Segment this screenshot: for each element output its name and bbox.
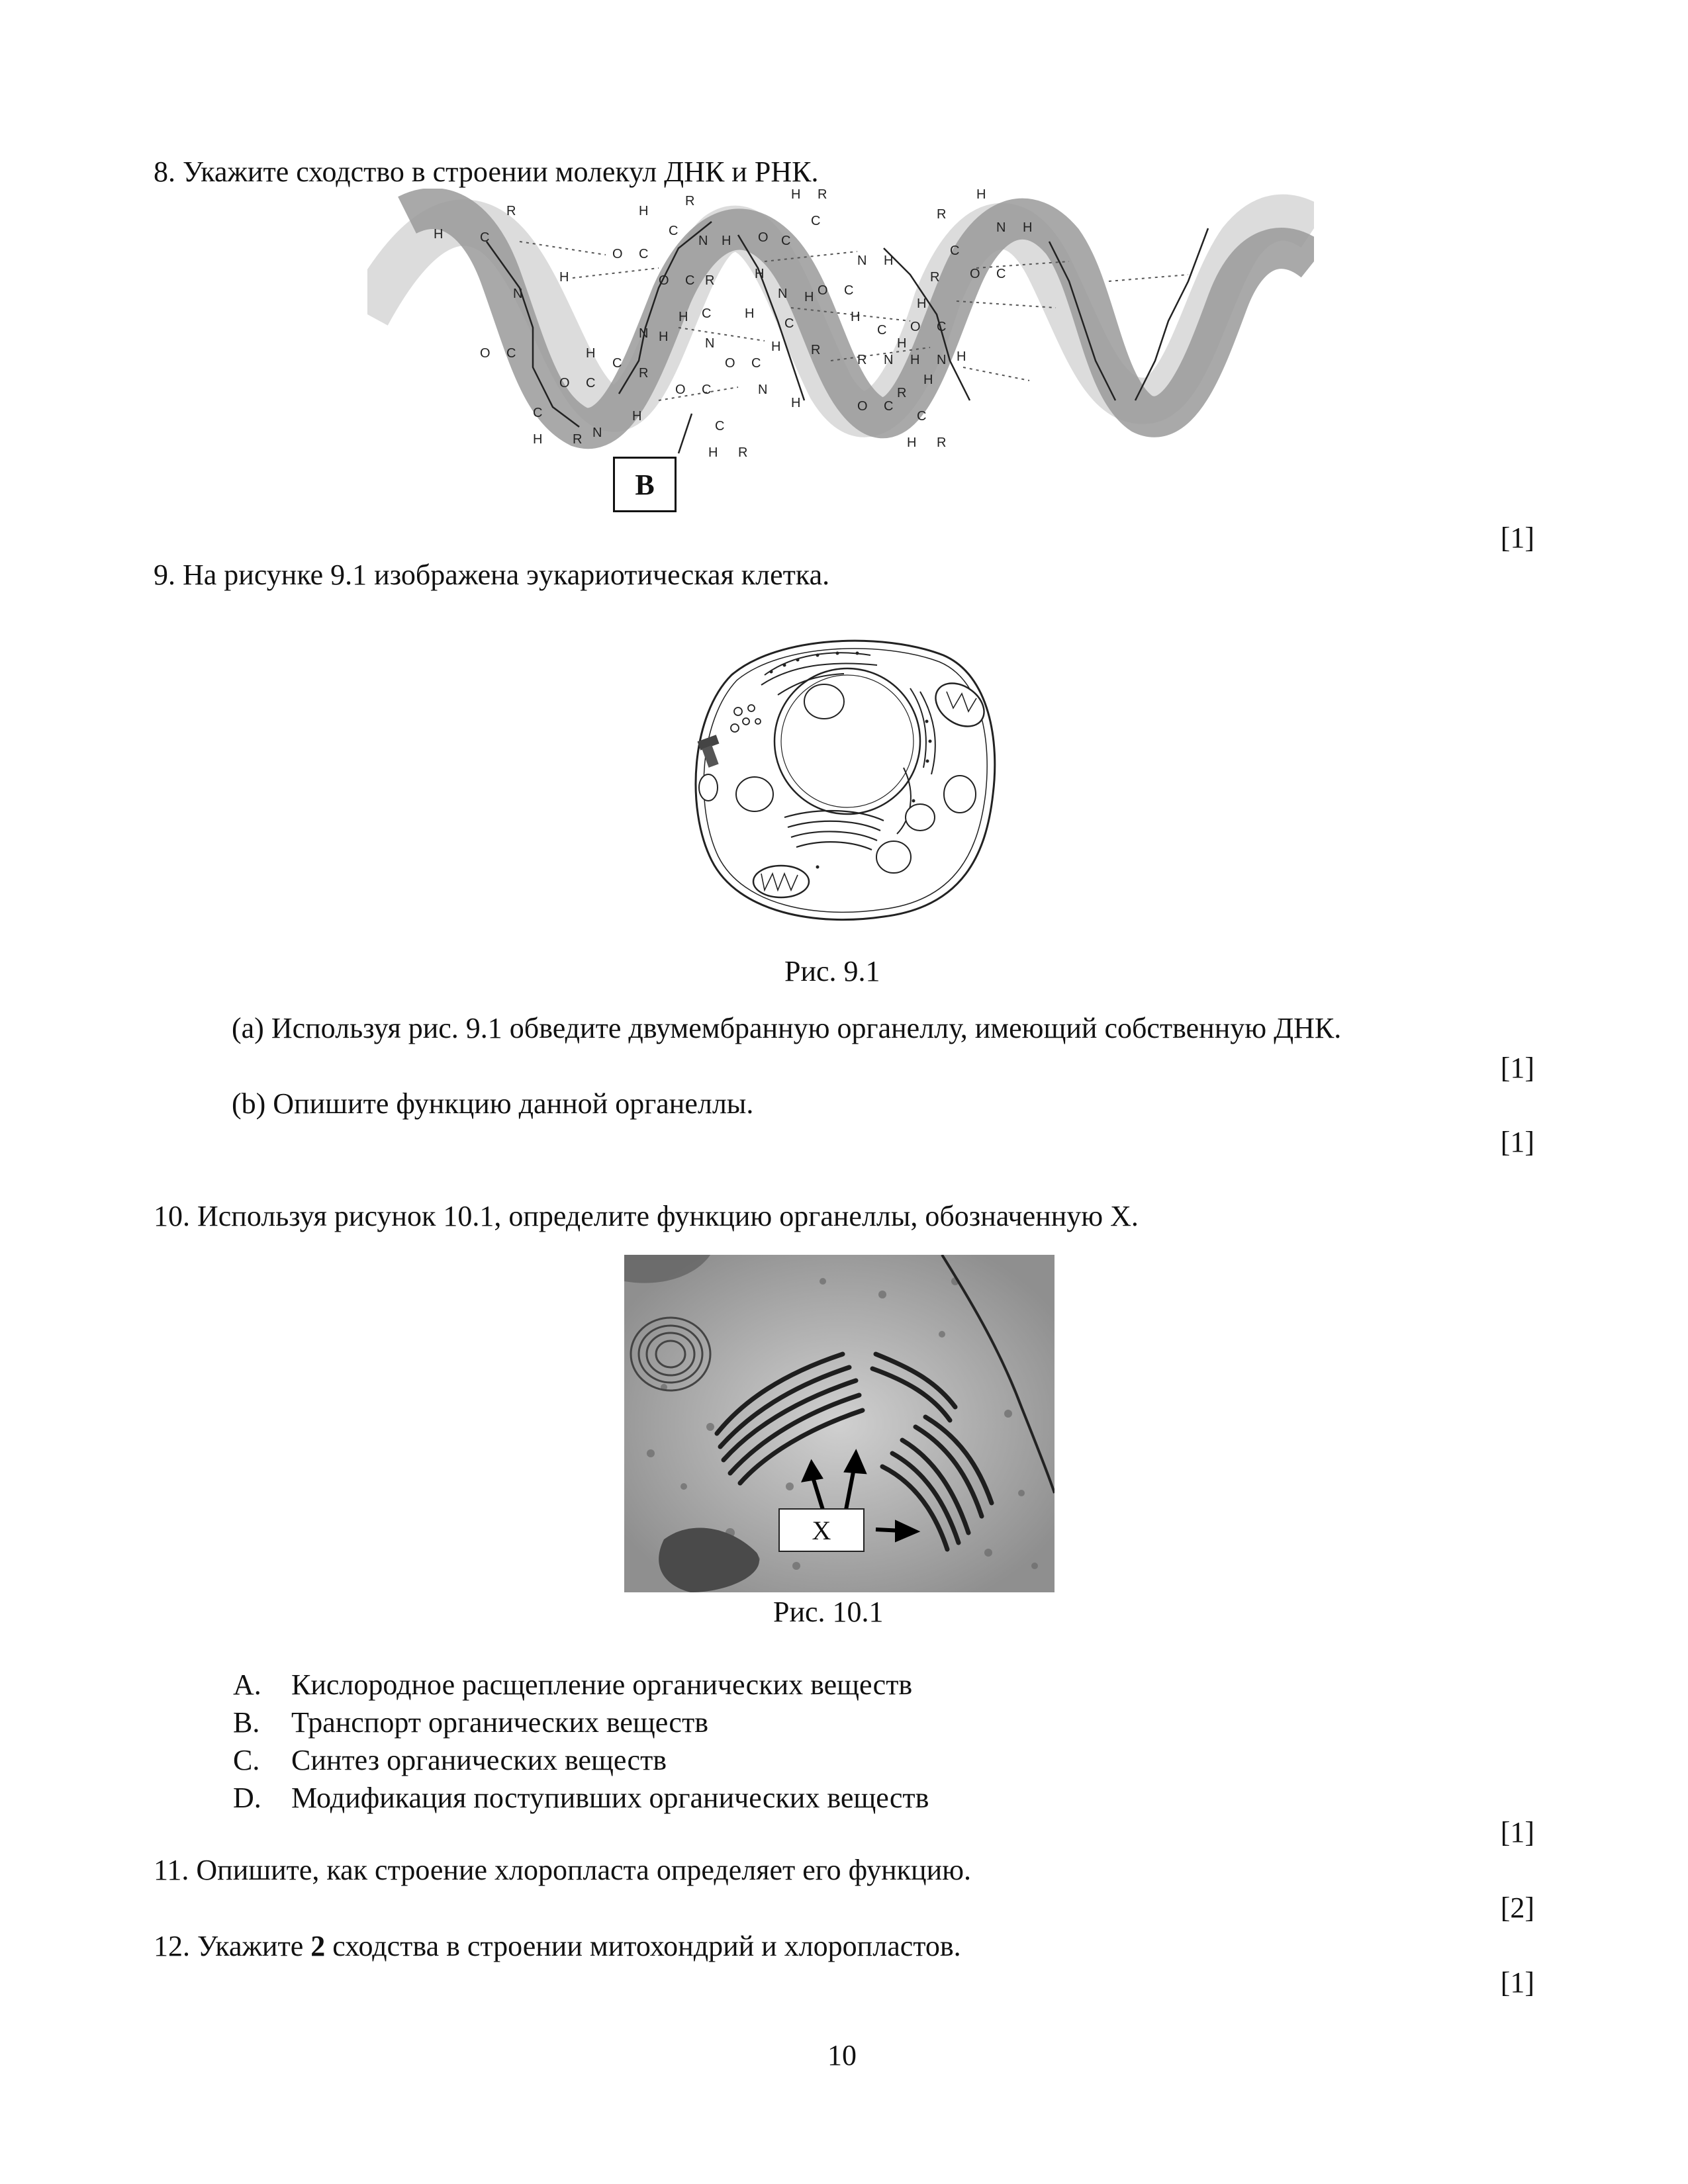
atom-label: C xyxy=(811,214,821,228)
atom-label: C xyxy=(950,244,960,258)
atom-label: C xyxy=(612,356,622,371)
question-9a-text: (a) Используя рис. 9.1 обведите двумембранную органеллу, имеющий собственную ДНК. xyxy=(232,1012,1342,1044)
question-10-text: 10. Используя рисунок 10.1, определите функцию органеллы, обозначенную X. xyxy=(154,1200,1139,1232)
atom-label: R xyxy=(685,194,695,208)
atom-label: H xyxy=(722,234,731,248)
question-12-text xyxy=(154,1929,961,1964)
option-d xyxy=(233,1779,929,1817)
q12-text-post: сходства в строении митохондрий и хлоропластов. xyxy=(325,1930,961,1962)
atom-label: N xyxy=(857,253,867,268)
atom-label: O xyxy=(612,247,623,261)
q10-mark: [1] xyxy=(1500,1816,1534,1848)
label-b-text: B xyxy=(635,468,655,501)
page-number: 10 xyxy=(827,2039,857,2071)
atom-label: R xyxy=(818,189,827,202)
atom-label: C xyxy=(917,409,927,424)
atom-label: N xyxy=(513,287,523,301)
question-8-text: 8. Укажите сходство в строении молекул ДНК и РНК. xyxy=(154,156,819,188)
atom-label: H xyxy=(586,346,596,361)
question-11-text: 11. Опишите, как строение хлоропласта определяет его функцию. xyxy=(154,1854,971,1886)
atom-label: N xyxy=(698,234,708,248)
atom-label: R xyxy=(811,343,821,357)
option-letter: D. xyxy=(233,1782,261,1814)
atom-label: H xyxy=(659,330,669,344)
atom-label: H xyxy=(559,270,569,285)
question-9-text: 9. На рисунке 9.1 изображена эукариотическая клетка. xyxy=(154,559,830,591)
q12-text-pre: 12. Укажите xyxy=(154,1930,311,1962)
atom-label: H xyxy=(533,432,543,447)
atom-label: H xyxy=(804,290,814,304)
atom-label: C xyxy=(937,320,947,334)
atom-label: R xyxy=(937,207,947,222)
label-box-x xyxy=(778,1508,865,1552)
atom-label: C xyxy=(877,323,887,338)
atom-label: C xyxy=(996,267,1006,281)
atom-label: O xyxy=(725,356,735,371)
option-text: Модификация поступивших органических веществ xyxy=(291,1782,929,1814)
atom-label: C xyxy=(715,419,725,433)
atom-label: N xyxy=(639,326,649,341)
atom-label: H xyxy=(884,253,894,268)
atom-label: C xyxy=(669,224,679,238)
atom-label: H xyxy=(897,336,907,351)
atom-label: H xyxy=(976,189,986,202)
option-b xyxy=(233,1704,929,1741)
atom-label: H xyxy=(771,340,781,354)
atom-label: R xyxy=(639,366,649,381)
q8-mark: [1] xyxy=(1500,522,1534,554)
atom-label: O xyxy=(559,376,570,390)
atom-label: C xyxy=(685,273,695,288)
option-text: Кислородное расщепление органических веществ xyxy=(291,1668,913,1701)
option-text: Транспорт органических веществ xyxy=(291,1706,708,1739)
atom-label: C xyxy=(781,234,791,248)
option-a xyxy=(233,1666,929,1704)
q9b-mark: [1] xyxy=(1500,1126,1534,1158)
atom-label: C xyxy=(884,399,894,414)
atom-label: C xyxy=(702,306,712,321)
atom-label: H xyxy=(745,306,755,321)
golgi-micrograph xyxy=(624,1255,1055,1592)
protein-helix-diagram xyxy=(367,189,1314,480)
atom-label: O xyxy=(480,346,491,361)
atom-label: O xyxy=(857,399,868,414)
q9a-mark: [1] xyxy=(1500,1052,1534,1084)
atom-label: R xyxy=(738,445,748,460)
atom-label: H xyxy=(679,310,688,324)
figure-9-1-caption: Рис. 9.1 xyxy=(784,955,880,987)
atom-label: O xyxy=(659,273,669,288)
atom-label: C xyxy=(506,346,516,361)
atom-label: C xyxy=(639,247,649,261)
label-x-text: X xyxy=(812,1515,831,1545)
atom-label: H xyxy=(791,396,801,410)
atom-label: H xyxy=(917,296,927,311)
atom-label: H xyxy=(907,435,917,450)
atom-label: H xyxy=(791,189,801,202)
atom-label: O xyxy=(910,320,921,334)
atom-label: N xyxy=(705,336,715,351)
label-box-b xyxy=(613,457,677,512)
atom-label: C xyxy=(533,406,543,420)
figure-10-1-caption: Рис. 10.1 xyxy=(773,1596,884,1628)
atom-label: H xyxy=(1023,220,1033,235)
atom-label: O xyxy=(818,283,828,298)
atom-label: R xyxy=(705,273,715,288)
atom-label: N xyxy=(937,353,947,367)
question-9b-text: (b) Опишите функцию данной органеллы. xyxy=(232,1087,754,1120)
option-letter: C. xyxy=(233,1744,260,1776)
q10-options-list xyxy=(233,1666,929,1817)
atom-label: O xyxy=(675,383,686,397)
atom-label: H xyxy=(957,349,966,364)
atom-label: H xyxy=(910,353,920,367)
atom-label: R xyxy=(930,270,940,285)
mitochondrion xyxy=(753,866,809,897)
q12-count: 2 xyxy=(310,1930,326,1962)
atom-label: H xyxy=(639,204,649,218)
atom-label: C xyxy=(702,383,712,397)
atom-label: N xyxy=(778,287,788,301)
atom-label: C xyxy=(844,283,854,298)
atom-label: N xyxy=(996,220,1006,235)
atom-label: R xyxy=(573,432,583,447)
q11-mark: [2] xyxy=(1500,1891,1534,1924)
atom-label: N xyxy=(758,383,768,397)
option-letter: B. xyxy=(233,1706,260,1739)
atom-label: R xyxy=(937,435,947,450)
option-text: Синтез органических веществ xyxy=(291,1744,667,1776)
atom-label: H xyxy=(632,409,642,424)
atom-label: N xyxy=(592,426,602,440)
option-c xyxy=(233,1741,929,1779)
atom-label: R xyxy=(506,204,516,218)
atom-label: O xyxy=(758,230,769,245)
atom-label: C xyxy=(784,316,794,331)
atom-label: N xyxy=(884,353,894,367)
option-letter: A. xyxy=(233,1668,261,1701)
atom-label: H xyxy=(851,310,861,324)
atom-label: R xyxy=(897,386,907,400)
eukaryotic-cell-diagram xyxy=(685,635,1003,927)
atom-label: H xyxy=(755,267,765,281)
atom-label: O xyxy=(970,267,980,281)
atom-label: H xyxy=(923,373,933,387)
atom-label: C xyxy=(751,356,761,371)
nucleus xyxy=(774,668,920,814)
atom-label: H xyxy=(708,445,718,460)
atom-label: C xyxy=(586,376,596,390)
atom-label: C xyxy=(480,230,490,245)
atom-label: R xyxy=(857,353,867,367)
q12-mark: [1] xyxy=(1500,1966,1534,1999)
atom-label: H xyxy=(434,227,444,242)
